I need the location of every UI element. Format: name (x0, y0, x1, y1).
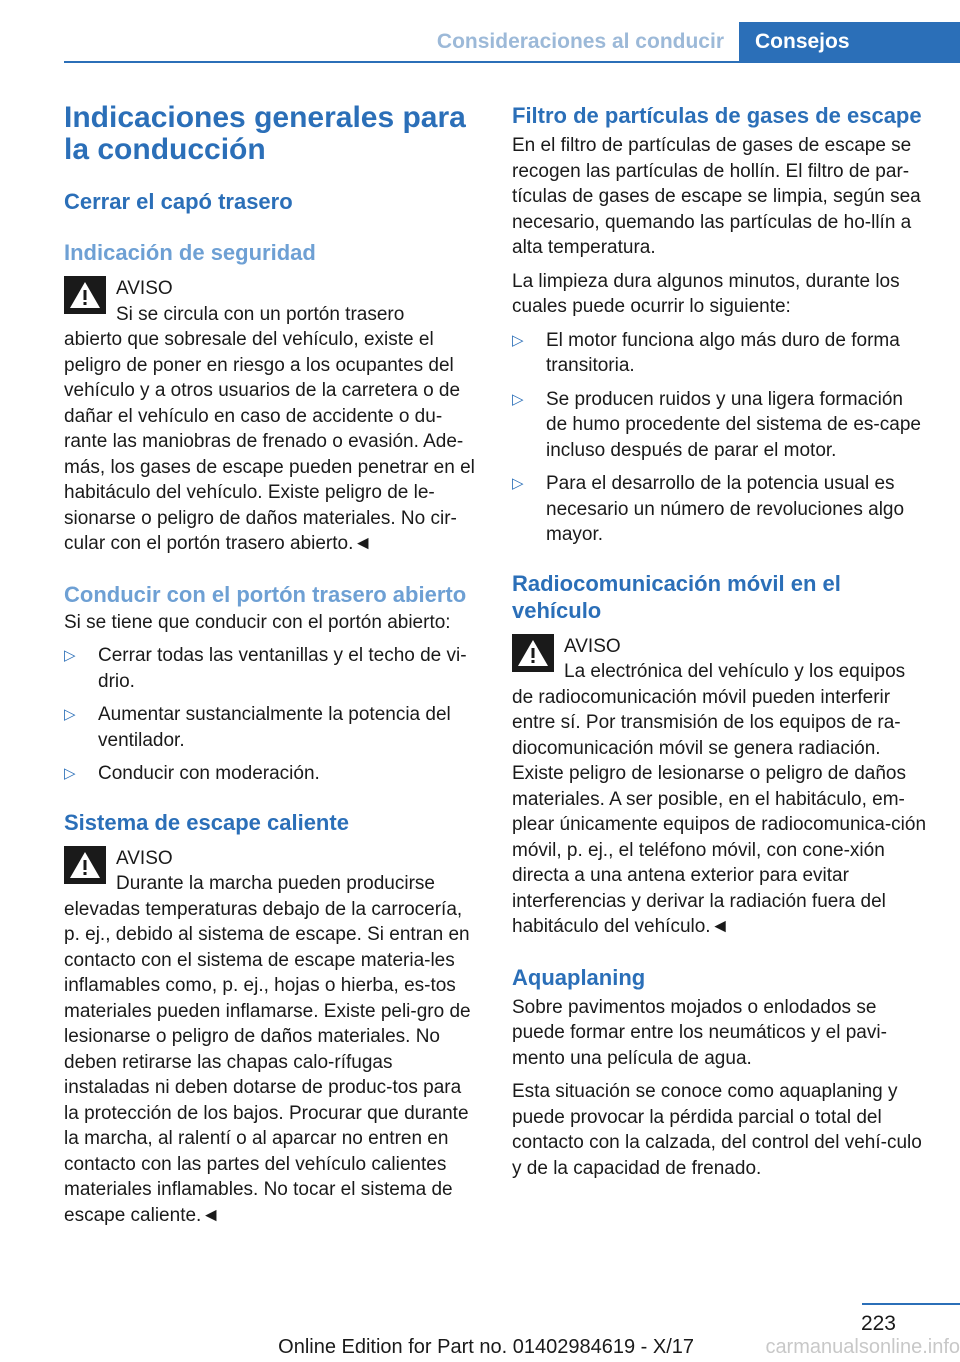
header-tab: Consejos (739, 22, 960, 63)
warning-block-hot-exhaust (64, 846, 478, 1229)
section-title-rear-hatch: Cerrar el capó trasero (64, 189, 293, 214)
bullet-triangle-icon: ▷ (512, 475, 524, 492)
bullet-triangle-icon: ▷ (512, 331, 524, 349)
particle-filter-paragraph-1: En el filtro de partículas de gases de escape se recogen las partículas de hollín. El filtro de par-tículas de gases de escape se limpia, según sea necesario, quemando las partículas de ho-llín a alta temperatura. (512, 135, 921, 258)
list-item: ▷ El motor funciona algo más duro de forma transitoria. (512, 329, 900, 376)
bullet-triangle-icon: ▷ (64, 647, 76, 664)
page-header (0, 0, 960, 62)
bullet-triangle-icon: ▷ (64, 765, 76, 782)
warning-first-line: Si se circula con un portón trasero (116, 303, 405, 325)
warning-triangle-icon (512, 634, 554, 672)
particle-filter-list (512, 328, 928, 548)
page-footer (0, 1300, 960, 1362)
warning-block-mobile-radio (512, 634, 928, 940)
bullet-triangle-icon: ▷ (64, 706, 76, 723)
warning-triangle-icon (64, 846, 106, 884)
header-section-title: Consideraciones al conducir (436, 30, 724, 53)
section-title-mobile-radio: Radiocomunicación móvil en el vehículo (512, 570, 841, 623)
bullet-triangle-icon: ▷ (512, 390, 524, 408)
left-column (64, 102, 478, 1228)
aquaplaning-paragraph-2: Esta situación se conoce como aquaplaning y puede provocar la pérdida parcial o total del contacto con la calzada, del control del vehí-culo y de la capacidad de frenado. (512, 1081, 922, 1179)
header-rule (64, 61, 960, 63)
watermark: carmanualsonline.info (765, 1336, 960, 1358)
right-column (512, 102, 928, 1181)
list-item: ▷ Aumentar sustancialmente la potencia del ventilador. (64, 704, 451, 751)
warning-body: de radiocomunicación móvil pueden interferir entre sí. Por transmisión de los equipos de ra-diocomunicación móvil se genera radiación. Existe peligro de lesionarse o peligro de daños materiales. A ser posible, en el habitáculo, em-plear únicamente equipos de radiocomunica-ción móvil, p. ej., el teléfono móvil, con cone-xión directa a una antena exterior para evitar interferencias y derivar la radiación fuera del habitáculo del vehículo.◄ (512, 686, 927, 937)
section-title-aquaplaning: Aquaplaning (512, 964, 646, 990)
particle-filter-paragraph-2: La limpieza dura algunos minutos, durante los cuales puede ocurrir lo siguiente: (512, 270, 900, 317)
section-title-particle-filter: Filtro de partículas de gases de escape (512, 103, 922, 128)
page-number: 223 (860, 1312, 896, 1335)
footer-rule (862, 1303, 960, 1305)
list-item: ▷ Para el desarrollo de la potencia usual es necesario un número de revoluciones algo mayor. (512, 473, 905, 545)
warning-body: elevadas temperaturas debajo de la carrocería, p. ej., debido al sistema de escape. Si entran en contacto con el sistema de escape materia-les inflamables como, p. ej., hojas o hierba, es-tos materiales pueden inflamarse. Existe peli-gro de lesionarse o peligro de daños materiales. No deben retirarse las chapas calo-rífugas instaladas ni deben dotarse de produc-tos para la protección de los bajos. Procurar que durante la marcha, al ralentí o al aparcar no entren en contacto con las partes del vehículo calientes materiales inflamables. No tocar el sistema de escape caliente.◄ (64, 898, 471, 1226)
warning-block-rear-hatch (64, 276, 478, 557)
warning-triangle-icon (64, 276, 106, 314)
list-item: ▷ Conducir con moderación. (64, 761, 478, 787)
subsection-title-safety: Indicación de seguridad (64, 240, 316, 265)
section-title-open-hatch: Conducir con el portón trasero abierto (64, 581, 467, 607)
warning-first-line: Durante la marcha pueden producirse (116, 873, 435, 894)
warning-label: AVISO (116, 847, 173, 869)
open-hatch-list (64, 643, 478, 787)
list-item: ▷ Se producen ruidos y una ligera formación de humo procedente del sistema de es-cape incluso después de parar el motor. (512, 388, 921, 461)
page-title: Indicaciones generales para la conducción (64, 101, 466, 166)
aquaplaning-paragraph-1: Sobre pavimentos mojados o enlodados se puede formar entre los neumáticos y el pavi-mento una película de agua. (512, 996, 887, 1069)
warning-label: AVISO (116, 278, 173, 299)
list-item: ▷ Cerrar todas las ventanillas y el techo de vi-drio. (64, 645, 467, 692)
warning-label: AVISO (564, 635, 621, 657)
section-title-hot-exhaust: Sistema de escape caliente (64, 809, 349, 835)
edition-note: Online Edition for Part no. 01402984619 - X/17 (278, 1336, 694, 1358)
open-hatch-intro: Si se tiene que conducir con el portón abierto: (64, 611, 451, 633)
warning-first-line: La electrónica del vehículo y los equipos (564, 661, 906, 682)
warning-body: abierto que sobresale del vehículo, existe el peligro de poner en riesgo a los ocupantes del vehículo y a otros usuarios de la carretera o de dañar el vehículo en caso de accidente o du-rante las maniobras de frenado o evasión. Ade-más, los gases de escape pueden penetrar en el habitáculo del vehículo. Existe peligro de le-sionarse o peligro de daños materiales. No cir-cular con el portón trasero abierto.◄ (64, 329, 475, 554)
